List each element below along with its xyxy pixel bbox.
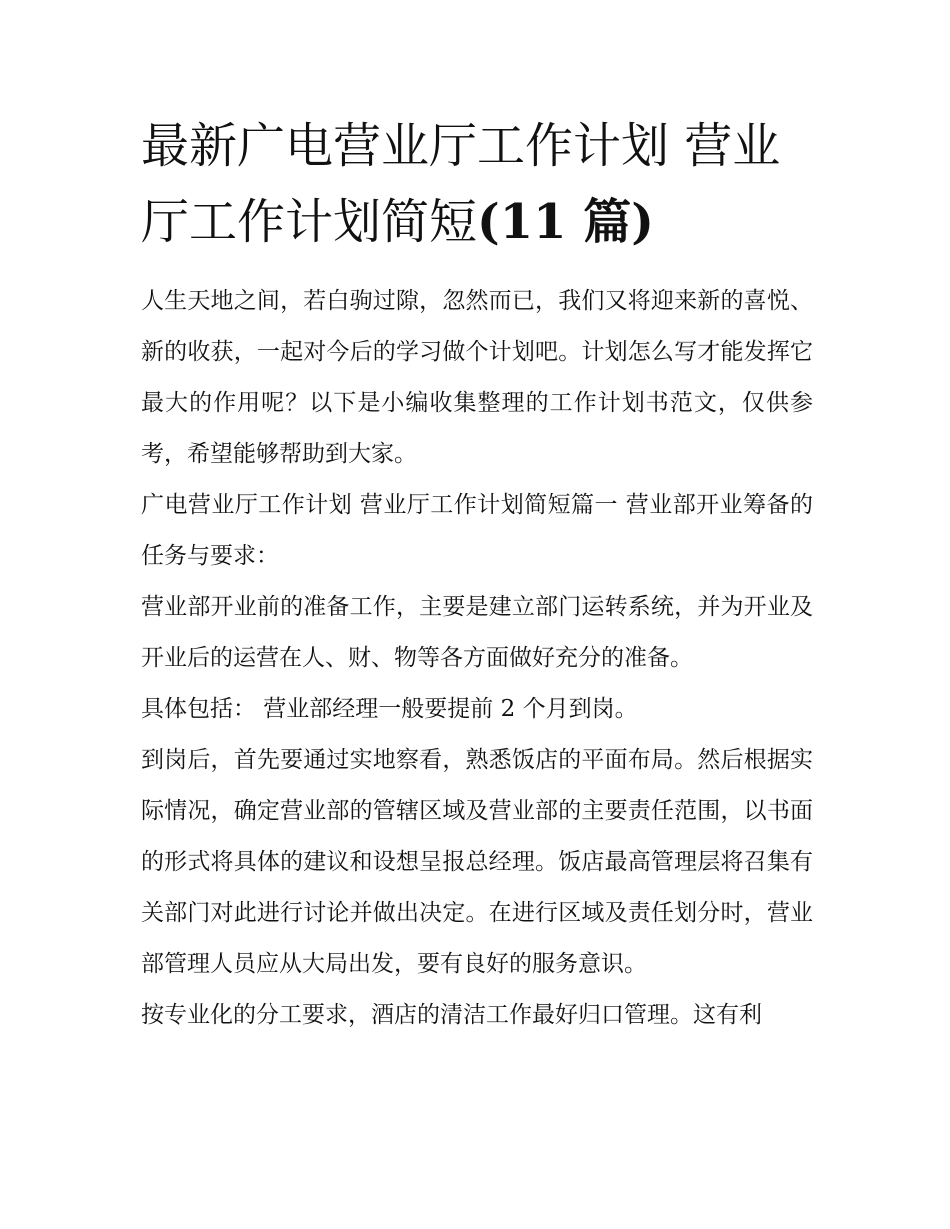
paragraph: 营业部开业前的准备工作，主要是建立部门运转系统，并为开业及开业后的运营在人、财、物等各方面做好充分的准备。 xyxy=(141,594,813,671)
paragraph: 按专业化的分工要求，酒店的清洁工作最好归口管理。这有利 xyxy=(141,1002,762,1028)
paragraph: 具体包括： 营业部经理一般要提前 2 个月到岗。 xyxy=(141,696,638,722)
title-line-1: 最新广电营业厅工作计划 营业 xyxy=(141,118,781,174)
document-title xyxy=(141,108,813,260)
paragraph-section-heading: 广电营业厅工作计划 营业厅工作计划简短篇一 营业部开业筹备的任务与要求： xyxy=(141,492,813,569)
title-count: (11 篇) xyxy=(477,194,654,250)
paragraph: 到岗后，首先要通过实地察看，熟悉饭店的平面布局。然后根据实际情况，确定营业部的管辖区域及营业部的主要责任范围，以书面的形式将具体的建议和设想呈报总经理。饭店最高管理层将召集有关部门对此进行讨论并做出决定。在进行区域及责任划分时，营业部管理人员应从大局出发，要有良好的服务意识。 xyxy=(141,747,813,977)
paragraph-intro: 人生天地之间，若白驹过隙，忽然而已，我们又将迎来新的喜悦、新的收获，一起对今后的学习做个计划吧。计划怎么写才能发挥它最大的作用呢？以下是小编收集整理的工作计划书范文，仅供参考，希望能够帮助到大家。 xyxy=(141,288,813,467)
document-body xyxy=(141,108,813,1041)
title-line-2: 厅工作计划简短 xyxy=(141,194,478,250)
